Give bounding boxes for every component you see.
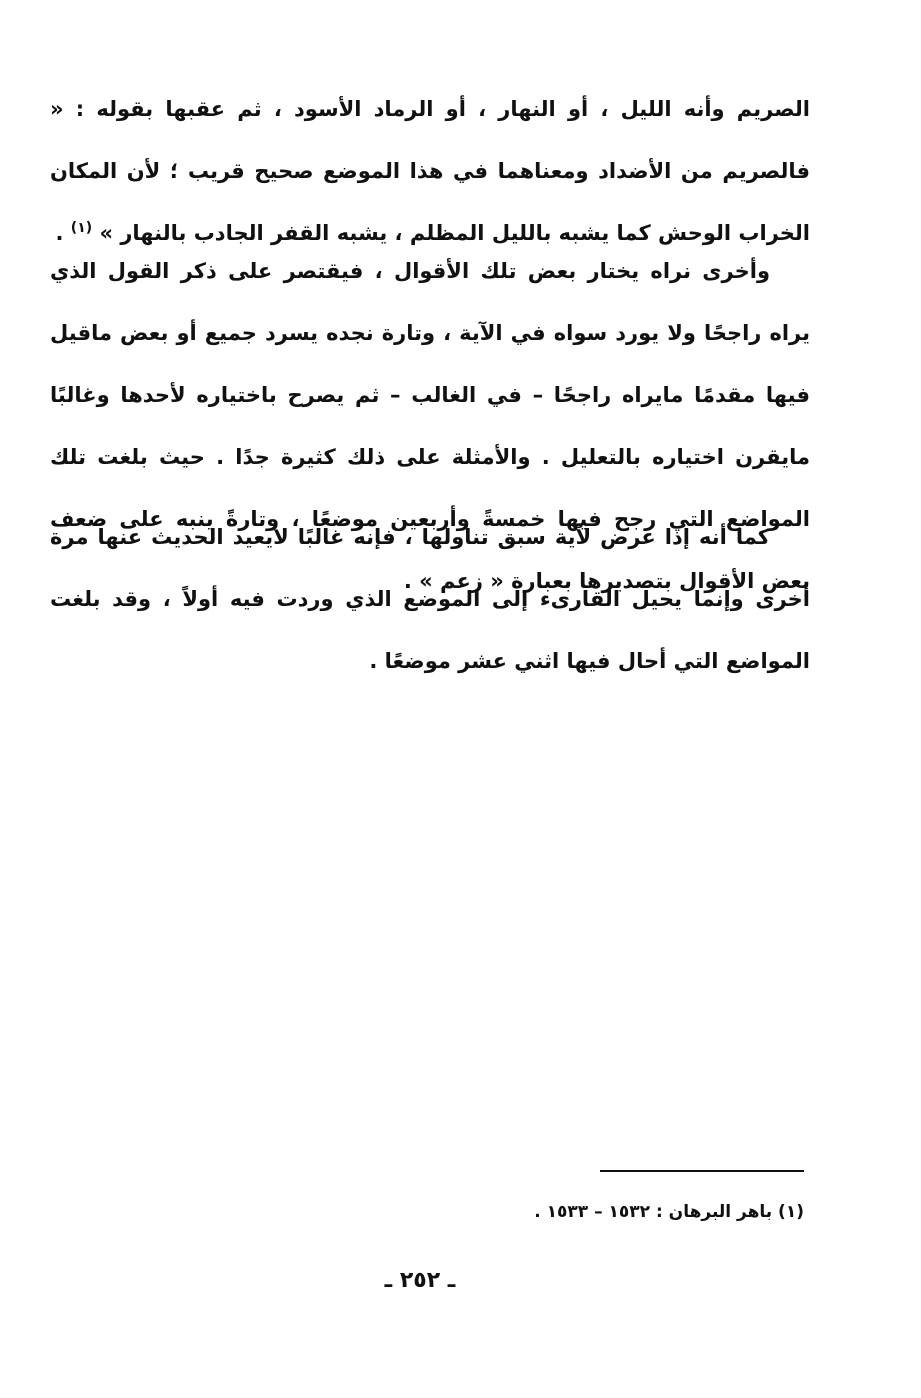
paragraph-2-text: وأخرى نراه يختار بعض تلك الأقوال ، فيقتصر على ذكر القول الذي يراه راجحًا ولا يورد سواه في الآية ، وتارة نجده يسرد جميع أو بعض ماقيل فيها مقدمًا مايراه راجحًا – في الغالب – ثم يصرح باختياره لأحدها وغالبًا مايقرن اختياره بالتعليل . والأمثلة على ذلك كثيرة جدًا . حيث بلغت تلك المواضع التي رجح فيها خمسةً وأربعين موضعًا ، وتارةً ينبه على ضعف بعض الأقوال بتصديرها بعبارة « زعم » .: [50, 259, 810, 593]
page-number: ـ ٢٥٢ ـ: [384, 1268, 456, 1293]
paragraph-1-text: الصريم وأنه الليل ، أو النهار ، أو الرماد الأسود ، ثم عقبها بقوله : « فالصريم من الأضداد ومعناهما في هذا الموضع صحيح قريب ؛ لأن المكان الخراب الوحش كما يشبه بالليل المظلم ، يشبه القفر الجادب بالنهار »: [50, 97, 810, 245]
paragraph-1-end: .: [55, 221, 64, 245]
paragraph-3-text: كما أنه إذا عرض لآية سبق تناولها ، فإنه غالبًا لايعيد الحديث عنها مرة أخرى وإنما يحيل القارىء إلى الموضع الذي وردت فيه أولاً ، وقد بلغت المواضع التي أحال فيها اثني عشر موضعًا .: [50, 525, 810, 673]
paragraph-3: [50, 506, 810, 692]
footnote-separator: [600, 1170, 804, 1172]
footnote: (١) باهر البرهان : ١٥٣٢ – ١٥٣٣ .: [534, 1202, 804, 1222]
footnote-reference: (١): [70, 220, 93, 236]
paragraph-1: [50, 78, 810, 264]
